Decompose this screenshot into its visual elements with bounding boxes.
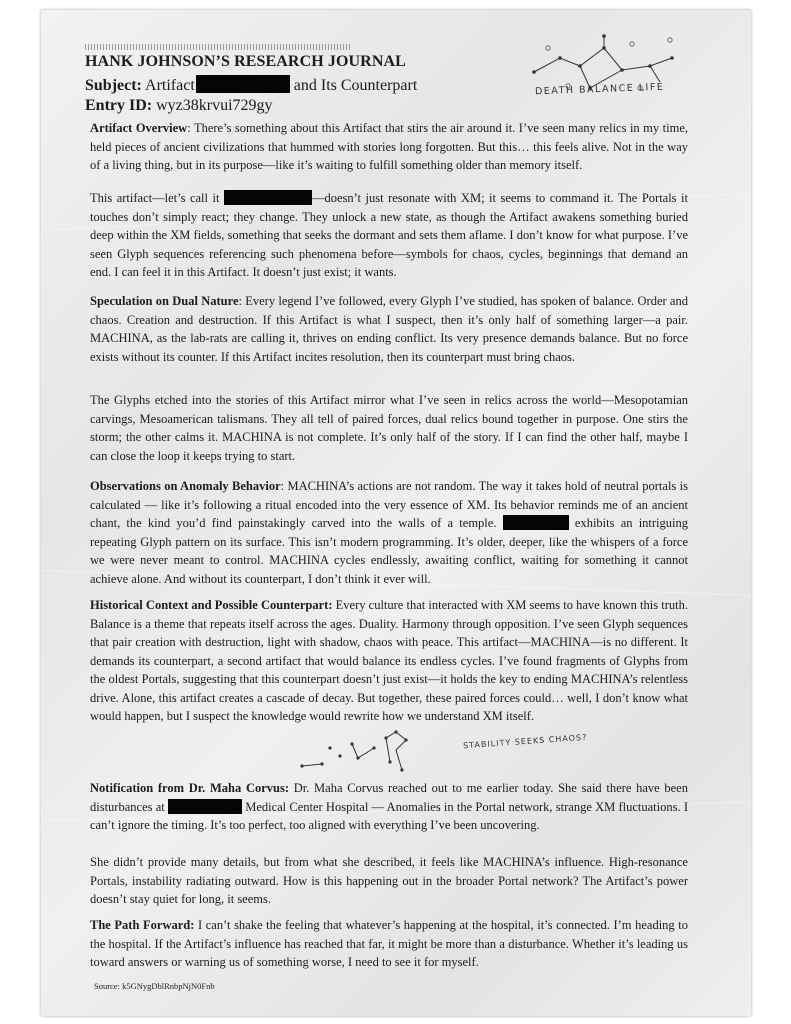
paragraph-notification bbox=[90, 779, 688, 835]
artifact-text-2: —doesn’t just resonate with XM; it seems to command it. The Portals it touches don’t simply react; they change. They unlock a new state, as though the Artifact awakens something buried deep within the XM fields, something that seeks the dormant and sets them aflame. I don’t know for what purpose. I’ve seen Glyph sequences referencing such phenomena before—symbols for chaos, cycles, beginnings that demand an end. I can feel it in this Artifact. It doesn’t just exist; it wants. bbox=[90, 191, 688, 279]
heading-path-forward: The Path Forward: bbox=[90, 918, 195, 932]
doodle-caption: DEATH BALANCE LIFE bbox=[534, 81, 665, 98]
subject-line bbox=[85, 75, 417, 95]
heading-notification: Notification from Dr. Maha Corvus: bbox=[90, 781, 290, 795]
source-line: Source: k5GNygDblRnbpNjN0Fnb bbox=[94, 981, 215, 991]
paragraph-details bbox=[90, 853, 688, 909]
redaction-bar bbox=[503, 515, 569, 530]
sketch-note: STABILITY SEEKS CHAOS? bbox=[462, 732, 588, 751]
paragraph-artifact bbox=[90, 189, 688, 282]
paragraph-glyphs bbox=[90, 391, 688, 465]
glyph-sketch bbox=[300, 726, 440, 776]
heading-overview: Artifact Overview bbox=[90, 121, 188, 135]
heading-history: Historical Context and Possible Counterpart: bbox=[90, 598, 333, 612]
entry-id: wyz38krvui729gy bbox=[156, 97, 273, 114]
journal-title: HANK JOHNSON’S RESEARCH JOURNAL bbox=[85, 53, 406, 70]
overview-text: : There’s something about this Artifact that stirs the air around it. I’ve seen many relics in my time, held pieces of ancient civilizations that hummed with stories long forgotten. But this… this feels alive. Not in the way of a living thing, but in its purpose—like it’s waiting to fulfill something older than memory itself. bbox=[90, 121, 688, 172]
path-text: I can’t shake the feeling that whatever’s happening at the hospital, it’s connected. I’m heading to the hospital. If the Artifact’s influence has reached that far, it might be more than a disturbance. Whether it’s leading us toward answers or warning us of something worse, I need to see it for myself. bbox=[90, 918, 688, 969]
redaction-bar bbox=[224, 190, 312, 205]
notification-text-1: Dr. Maha Corvus reached out to me earlier today. She said there have been disturbances at bbox=[90, 781, 688, 814]
entry-line bbox=[85, 97, 273, 115]
redaction-bar bbox=[196, 75, 290, 93]
header-barcode bbox=[85, 44, 350, 50]
entry-label: Entry ID: bbox=[85, 97, 153, 114]
paragraph-history bbox=[90, 596, 688, 726]
redaction-bar bbox=[168, 799, 242, 814]
heading-dual-nature: Speculation on Dual Nature bbox=[90, 294, 239, 308]
history-text: Every culture that interacted with XM seems to have known this truth. Balance is a theme that repeats itself across the ages. Duality. Harmony through opposition. I’ve seen Glyph sequences that pair creation with destruction, light with shadow, chaos with peace. This artifact—MACHINA—is no different. It demands its counterpart, a second artifact that would balance its endless cycles. I’ve found fragments of Glyphs from the oldest Portals, suggesting that this counterpart doesn’t just exist—it holds the key to ending MACHINA’s relentless drive. Alone, this artifact creates a cascade of decay. But together, these paired forces could… well, I don’t know what would happen, but I suspect the knowledge would rewrite how we understand XM itself. bbox=[90, 598, 688, 723]
subject-prefix: Artifact bbox=[145, 77, 195, 94]
subject-label: Subject: bbox=[85, 77, 142, 94]
paragraph-path-forward bbox=[90, 916, 688, 972]
notification-text-2: Medical Center Hospital — Anomalies in the Portal network, strange XM fluctuations. I can’t ignore the timing. It’s too perfect, too aligned with everything I’ve been uncovering. bbox=[90, 799, 689, 832]
subject-suffix: and Its Counterpart bbox=[293, 77, 418, 94]
artifact-text-1: This artifact—let’s call it bbox=[90, 191, 220, 205]
dual-text: : Every legend I’ve followed, every Glyph I’ve studied, has spoken of balance. Order and chaos. Creation and destruction. If this Artifact is what I suspect, then it’s only half of something larger—a pair. MACHINA, as the lab-rats are calling it, thrives on ending conflict. Its very presence demands balance. But no force exists without its counter. If this Artifact incites resolution, then its counterpart must bring chaos. bbox=[90, 294, 688, 364]
paragraph-dual-nature bbox=[90, 292, 688, 366]
anomaly-text-2: exhibits an intriguing repeating Glyph pattern on its surface. This isn’t modern programming. It’s older, deeper, like the whispers of a force we were never meant to control. MACHINA cycles endlessly, awaiting conflict, waiting for something it cannot achieve alone. And without its counterpart, I don’t think it ever will. bbox=[90, 516, 689, 586]
glyphs-text: The Glyphs etched into the stories of this Artifact mirror what I’ve seen in relics across the world—Mesopotamian carvings, Mesoamerican talismans. They all tell of paired forces, dual relics bound together in purpose. One stirs the storm; the other calms it. MACHINA is not complete. It’s only half of the story. If I can find the other half, maybe I can close the loop it keeps trying to start. bbox=[90, 393, 688, 463]
heading-anomaly: Observations on Anomaly Behavior bbox=[90, 479, 281, 493]
paragraph-anomaly bbox=[90, 477, 688, 588]
paragraph-overview bbox=[90, 119, 688, 175]
details-text: She didn’t provide many details, but from what she described, it feels like MACHINA’s influence. High-resonance Portals, instability radiating outward. How is this happening out in the broader Portal network? The Artifact’s power doesn’t stay quiet for long, it seems. bbox=[90, 855, 688, 906]
anomaly-text-1: : MACHINA’s actions are not random. The way it takes hold of neutral portals is calculated — like it’s following a ritual encoded into the very essence of XM. Its behavior reminds me of an ancient chant, the kind you’d find painstakingly carved into the walls of a temple. bbox=[90, 479, 688, 530]
